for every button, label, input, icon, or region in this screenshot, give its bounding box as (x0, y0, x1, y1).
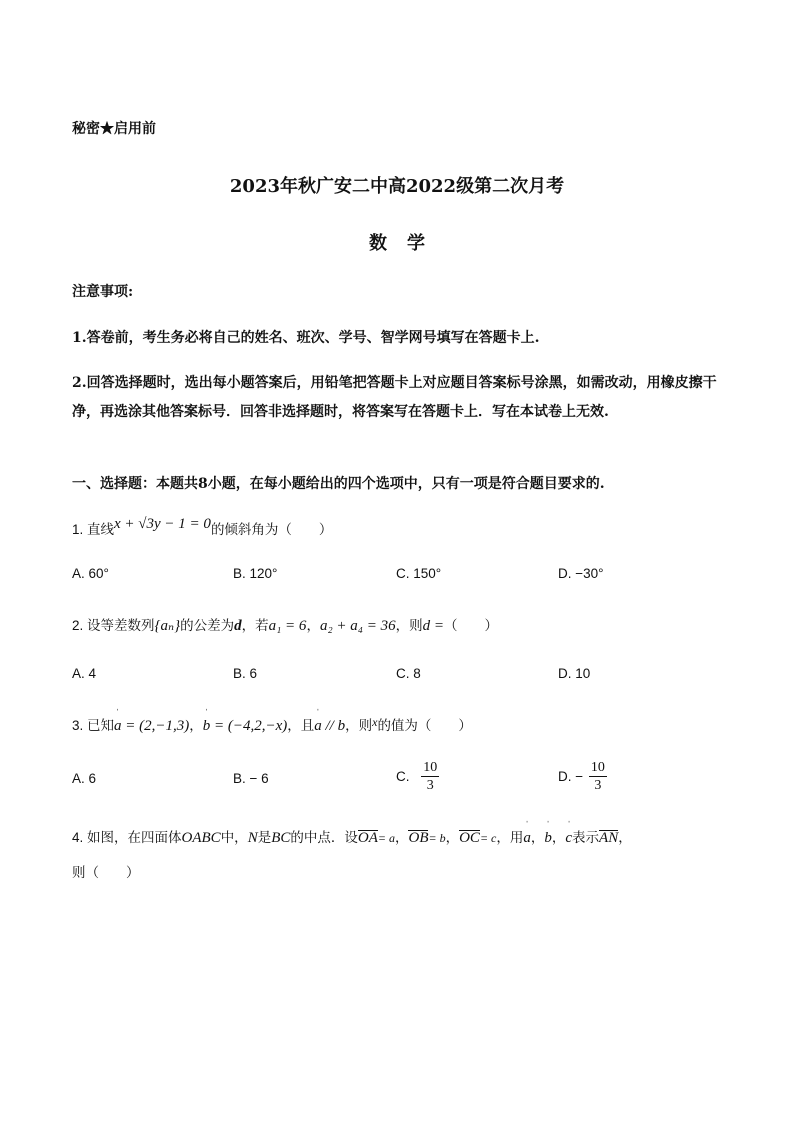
q4-c1: ， (394, 830, 409, 845)
q1-suffix: 的倾斜角为（ ） (210, 522, 333, 537)
q4-b: ˈ b (544, 830, 552, 847)
q2-sequence: {aₙ} (154, 618, 181, 634)
q3-mid: ，且 (287, 718, 315, 733)
q4-prefix: 4. 如图，在四面体 (72, 830, 182, 845)
q3-mid2: ，则 (345, 718, 373, 733)
q2-sep: ， (306, 618, 320, 633)
question-3 (72, 714, 472, 735)
q2-cond1: a₁ = 6 (268, 618, 307, 634)
q4-end: ， (618, 830, 632, 845)
q4-mid1: 中， (220, 830, 248, 845)
q2-mid3: ，则 (395, 618, 423, 633)
q2-suffix: （ ） (444, 618, 498, 633)
q3-x: x (372, 715, 378, 729)
q4-c2: ， (445, 830, 460, 845)
q4-vector-an: AN (599, 830, 619, 846)
notice-heading: 注意事项: (72, 284, 134, 300)
q2-option-b: B. 6 (233, 666, 258, 681)
question-1 (72, 518, 332, 539)
q4-mid4: ，用 (496, 830, 524, 845)
q3-c-numerator: 10 (423, 760, 438, 775)
q4-vector-oa: OA (357, 830, 378, 846)
q3-d-numerator: 10 (590, 760, 605, 775)
question-2 (72, 614, 498, 635)
q2-d: d (234, 618, 242, 634)
question-4 (72, 826, 632, 847)
notice-item-1: 1.答卷前，考生务必将自己的姓名、班次、学号、智学网号填写在答题卡上. (72, 330, 540, 346)
q1-option-a: A. 60° (72, 566, 109, 581)
q3-option-c (396, 759, 439, 794)
q3-suffix: 的值为（ ） (377, 718, 472, 733)
q1-equation: x + √3y − 1 = 0 (114, 516, 211, 532)
section-heading: 一、选择题：本题共8小题，在每小题给出的四个选项中，只有一项是符合题目要求的. (72, 476, 605, 492)
q2-mid2: ，若 (241, 618, 269, 633)
q1-prefix: 1. 直线 (72, 522, 115, 537)
q4-bc: BC (271, 830, 291, 846)
q4-vector-ob: OB (408, 830, 429, 846)
secret-label: 秘密★启用前 (72, 121, 156, 137)
q4-eq-a: = a (377, 831, 395, 845)
q3-option-c-label: C. (396, 769, 410, 784)
q4-mid5: 表示 (572, 830, 600, 845)
q4-mid2: 是 (257, 830, 272, 845)
q2-cond2: a₂ + a₄ = 36 (319, 618, 396, 634)
q2-option-d: D. 10 (558, 666, 591, 681)
q3-option-b: B. − 6 (233, 771, 269, 786)
q3-prefix: 3. 已知 (72, 718, 115, 733)
q4-c4: ， (551, 830, 566, 845)
q3-c-denominator: 3 (426, 778, 434, 793)
q4-line2: 则（ ） (72, 865, 140, 880)
q2-mid1: 的公差为 (180, 618, 235, 633)
q4-eq-c: = c (479, 831, 497, 845)
q4-oabc: OABC (181, 830, 221, 846)
q2-ask: d = (422, 618, 444, 634)
q4-c3: ， (530, 830, 545, 845)
q1-option-b: B. 120° (233, 566, 278, 581)
q3-option-d-fraction (589, 759, 607, 794)
q2-option-c: C. 8 (396, 666, 421, 681)
q1-option-d: D. −30° (558, 566, 604, 581)
q4-mid3: 的中点．设 (290, 830, 358, 845)
subject-title: 数学 (369, 233, 445, 254)
q3-vector-a: ˈ a = (2,−1,3) (114, 718, 189, 735)
q3-parallel: ˈ a // b (314, 718, 345, 735)
q2-option-a: A. 4 (72, 666, 97, 681)
q4-c: ˈ c (565, 830, 572, 847)
q3-vector-b: ˈ b = (−4,2,−x) (203, 718, 288, 735)
q3-option-a: A. 6 (72, 771, 97, 786)
q3-option-d-label: D. − (558, 769, 584, 784)
q1-option-c: C. 150° (396, 566, 442, 581)
q4-n: N (247, 830, 258, 846)
q3-sep1: ， (189, 718, 203, 733)
q4-eq-b: = b (428, 831, 446, 845)
q3-option-d (558, 759, 607, 794)
notice-item-2: 2.回答选择题时，选出每小题答案后，用铅笔把答题卡上对应题目答案标号涂黑，如需改动，用橡皮擦干净，再选涂其他答案标号．回答非选择题时，将答案写在答题卡上．写在本试卷上无效. (72, 375, 717, 420)
q3-option-c-fraction (421, 759, 439, 794)
q2-prefix: 2. 设等差数列 (72, 618, 155, 633)
exam-title: 2023年秋广安二中高2022级第二次月考 (229, 176, 565, 197)
q3-d-denominator: 3 (594, 778, 602, 793)
q4-a: ˈ a (523, 830, 531, 847)
q4-vector-oc: OC (459, 830, 480, 846)
